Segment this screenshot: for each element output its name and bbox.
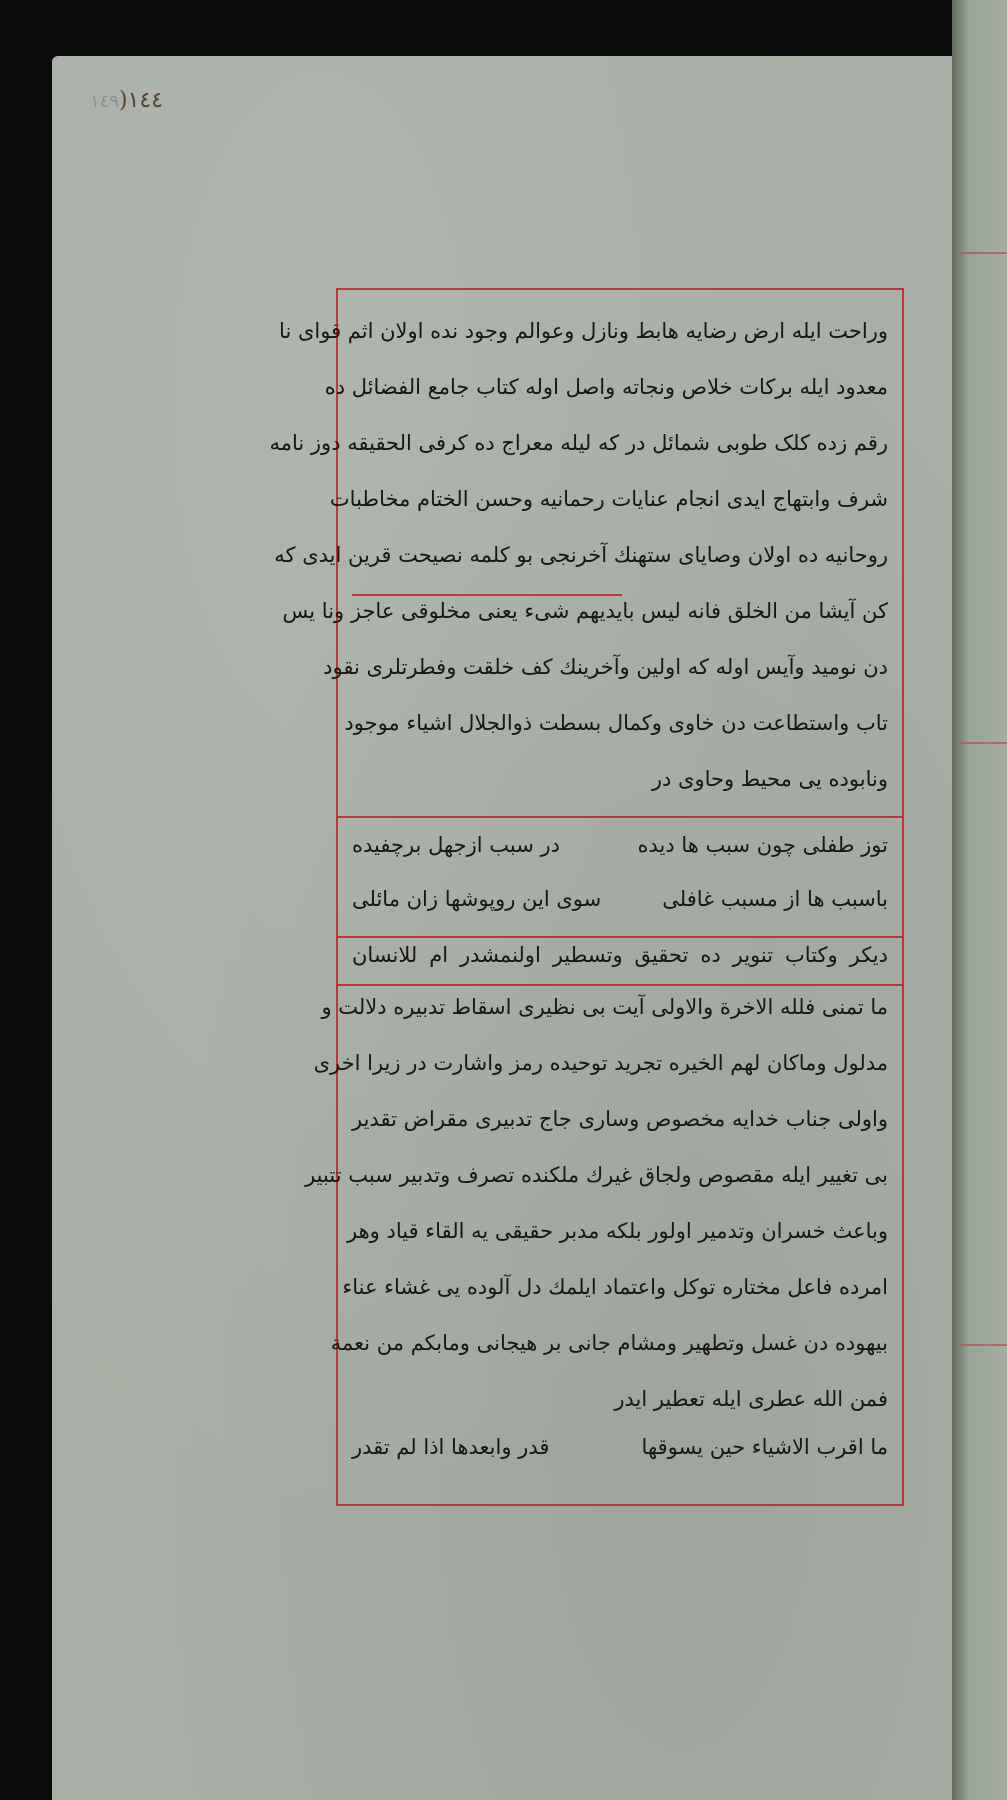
section-rule: [338, 936, 902, 938]
adjacent-page-edge: [952, 0, 1007, 1800]
text-line: بیهوده دن غسل وتطهیر ومشام جانی بر هیجانی ومابکم من نعمة: [330, 1331, 888, 1355]
text-line: دیکر وکتاب تنویر ده تحقیق وتسطیر اولنمشدر ام للانسان: [352, 943, 888, 967]
verse-couplet: [352, 884, 888, 914]
text-line: بی تغییر ایله مقصوص ولجاق غیرك ملکنده تصرف وتدبیر سبب تتبیر: [305, 1163, 888, 1187]
verse-hemistich-left: در سبب ازجهل برچفیده: [352, 833, 561, 857]
folio-pencil-number: ١٤٩: [90, 91, 120, 112]
verse-hemistich-right: باسبب ها از مسبب غافلی: [662, 887, 888, 911]
text-line: روحانیه ده اولان وصایای ستهنك آخرنجی بو کلمه نصیحت قرین ایدی که: [274, 543, 888, 567]
verse-couplet: [352, 830, 888, 860]
text-line: دن نومید وآیس اوله که اولین وآخرینك کف خلقت وفطرتلری نقود: [323, 655, 888, 679]
verse-hemistich-right: توز طفلی چون سبب ها دیده: [637, 833, 888, 857]
section-rule: [338, 816, 902, 818]
text-line: شرف وابتهاج ایدی انجام عنایات رحمانیه وحسن الختام مخاطبات: [329, 487, 888, 511]
verse-hemistich-right: ما اقرب الاشیاء حین یسوقها: [641, 1435, 888, 1459]
text-line: تاب واستطاعت دن خاوی وکمال بسطت ذوالجلال اشیاء موجود: [344, 711, 888, 735]
text-line: وباعث خسران وتدمیر اولور بلکه مدبر حقیقی یه القاء قیاد وهر: [347, 1219, 888, 1243]
folio-ink-number: ١٤٤(: [119, 88, 164, 113]
text-line: فمن الله عطری ایله تعطیر ایدر: [614, 1387, 888, 1411]
text-line: مدلول وماکان لهم الخیره تجرید توحیده رمز واشارت در زیرا اخری: [313, 1051, 888, 1075]
text-line: ما تمنی فلله الاخرة والاولی آیت بی نظیری اسقاط تدبیره دلالت و: [321, 995, 888, 1019]
section-rule: [338, 984, 902, 986]
text-line: امرده فاعل مختاره توکل واعتماد ایلمك دل آلوده یی غشاء عناء: [342, 1275, 888, 1299]
text-line: ونابوده یی محیط وحاوی در: [651, 767, 888, 791]
folio-number: [72, 88, 163, 113]
adjacent-page-rule: [960, 252, 1007, 254]
text-line: معدود ایله برکات خلاص ونجاته واصل اوله کتاب جامع الفضائل ده: [324, 375, 888, 399]
verse-hemistich-left: سوی این روپوشها زان مائلی: [352, 887, 602, 911]
text-line: وراحت ایله ارض رضایه هابط ونازل وعوالم وجود نده اولان اثم قوای نا: [279, 319, 888, 343]
adjacent-page-rule: [960, 742, 1007, 744]
text-line: واولی جناب خدایه مخصوص وساری جاج تدبیری مقراض تقدیر: [352, 1107, 888, 1131]
adjacent-page-rule: [960, 1344, 1007, 1346]
text-line: کن آیشا من الخلق فانه لیس بایدیهم شیء یعنی مخلوقی عاجز ونا یس: [282, 599, 888, 623]
text-line: رقم زده کلک طوبی شمائل در که لیله معراج ده کرفی الحقیقه دوز نامه: [269, 431, 888, 455]
text-block-frame: [269, 288, 904, 1506]
verse-hemistich-left: قدر وابعدها اذا لم تقدر: [352, 1435, 550, 1459]
verse-couplet: [352, 1432, 888, 1462]
